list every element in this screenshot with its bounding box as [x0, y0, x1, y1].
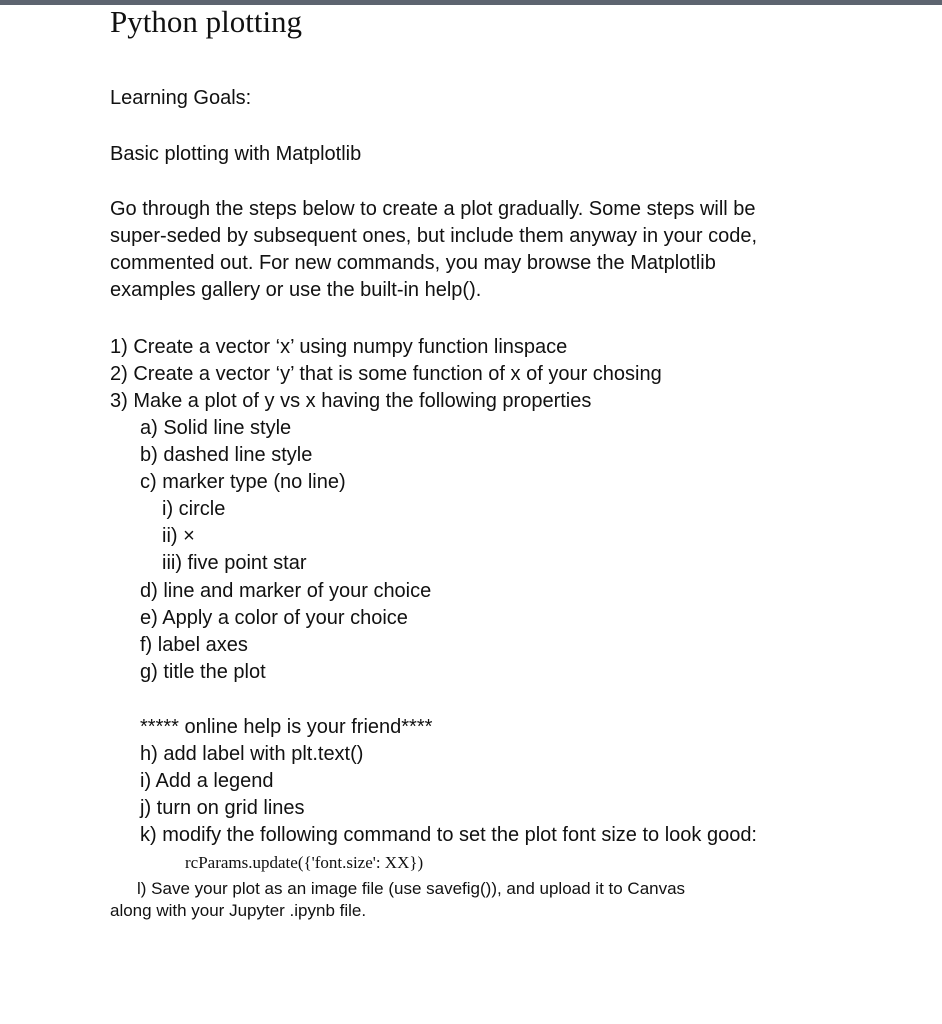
step-3i: i) Add a legend	[140, 770, 274, 792]
step-3l-line-2: along with your Jupyter .ipynb file.	[110, 901, 367, 920]
step-3c: c) marker type (no line)	[140, 471, 346, 493]
step-3a: a) Solid line style	[140, 417, 292, 439]
intro-line-2: super-seded by subsequent ones, but include them anyway in your code,	[110, 225, 758, 247]
step-3c-ii: ii) ×	[162, 525, 195, 547]
step-2: 2) Create a vector ‘y’ that is some function of x of your chosing	[110, 363, 662, 385]
rcparams-code: rcParams.update({'font.size': XX})	[185, 853, 424, 872]
step-3l-line-1: l) Save your plot as an image file (use savefig()), and upload it to Canvas	[137, 879, 686, 898]
intro-line-4: examples gallery or use the built-in help().	[110, 279, 482, 301]
intro-line-3: commented out. For new commands, you may browse the Matplotlib	[110, 252, 716, 274]
step-3g: g) title the plot	[140, 661, 266, 683]
online-help-note: ***** online help is your friend****	[140, 716, 433, 738]
step-3d: d) line and marker of your choice	[140, 580, 432, 602]
step-1: 1) Create a vector ‘x’ using numpy function linspace	[110, 336, 568, 358]
step-3b: b) dashed line style	[140, 444, 313, 466]
page-title: Python plotting	[110, 4, 303, 39]
learning-goal-text: Basic plotting with Matplotlib	[110, 143, 362, 165]
step-3h: h) add label with plt.text()	[140, 743, 364, 765]
step-3j: j) turn on grid lines	[140, 797, 305, 819]
step-3f: f) label axes	[140, 634, 248, 656]
intro-line-1: Go through the steps below to create a plot gradually. Some steps will be	[110, 198, 756, 220]
step-3: 3) Make a plot of y vs x having the following properties	[110, 390, 592, 412]
step-3e: e) Apply a color of your choice	[140, 607, 408, 629]
step-3c-i: i) circle	[162, 498, 226, 520]
step-3k: k) modify the following command to set the plot font size to look good:	[140, 824, 757, 846]
learning-goals-label: Learning Goals:	[110, 87, 252, 109]
step-3c-iii: iii) five point star	[162, 552, 307, 574]
